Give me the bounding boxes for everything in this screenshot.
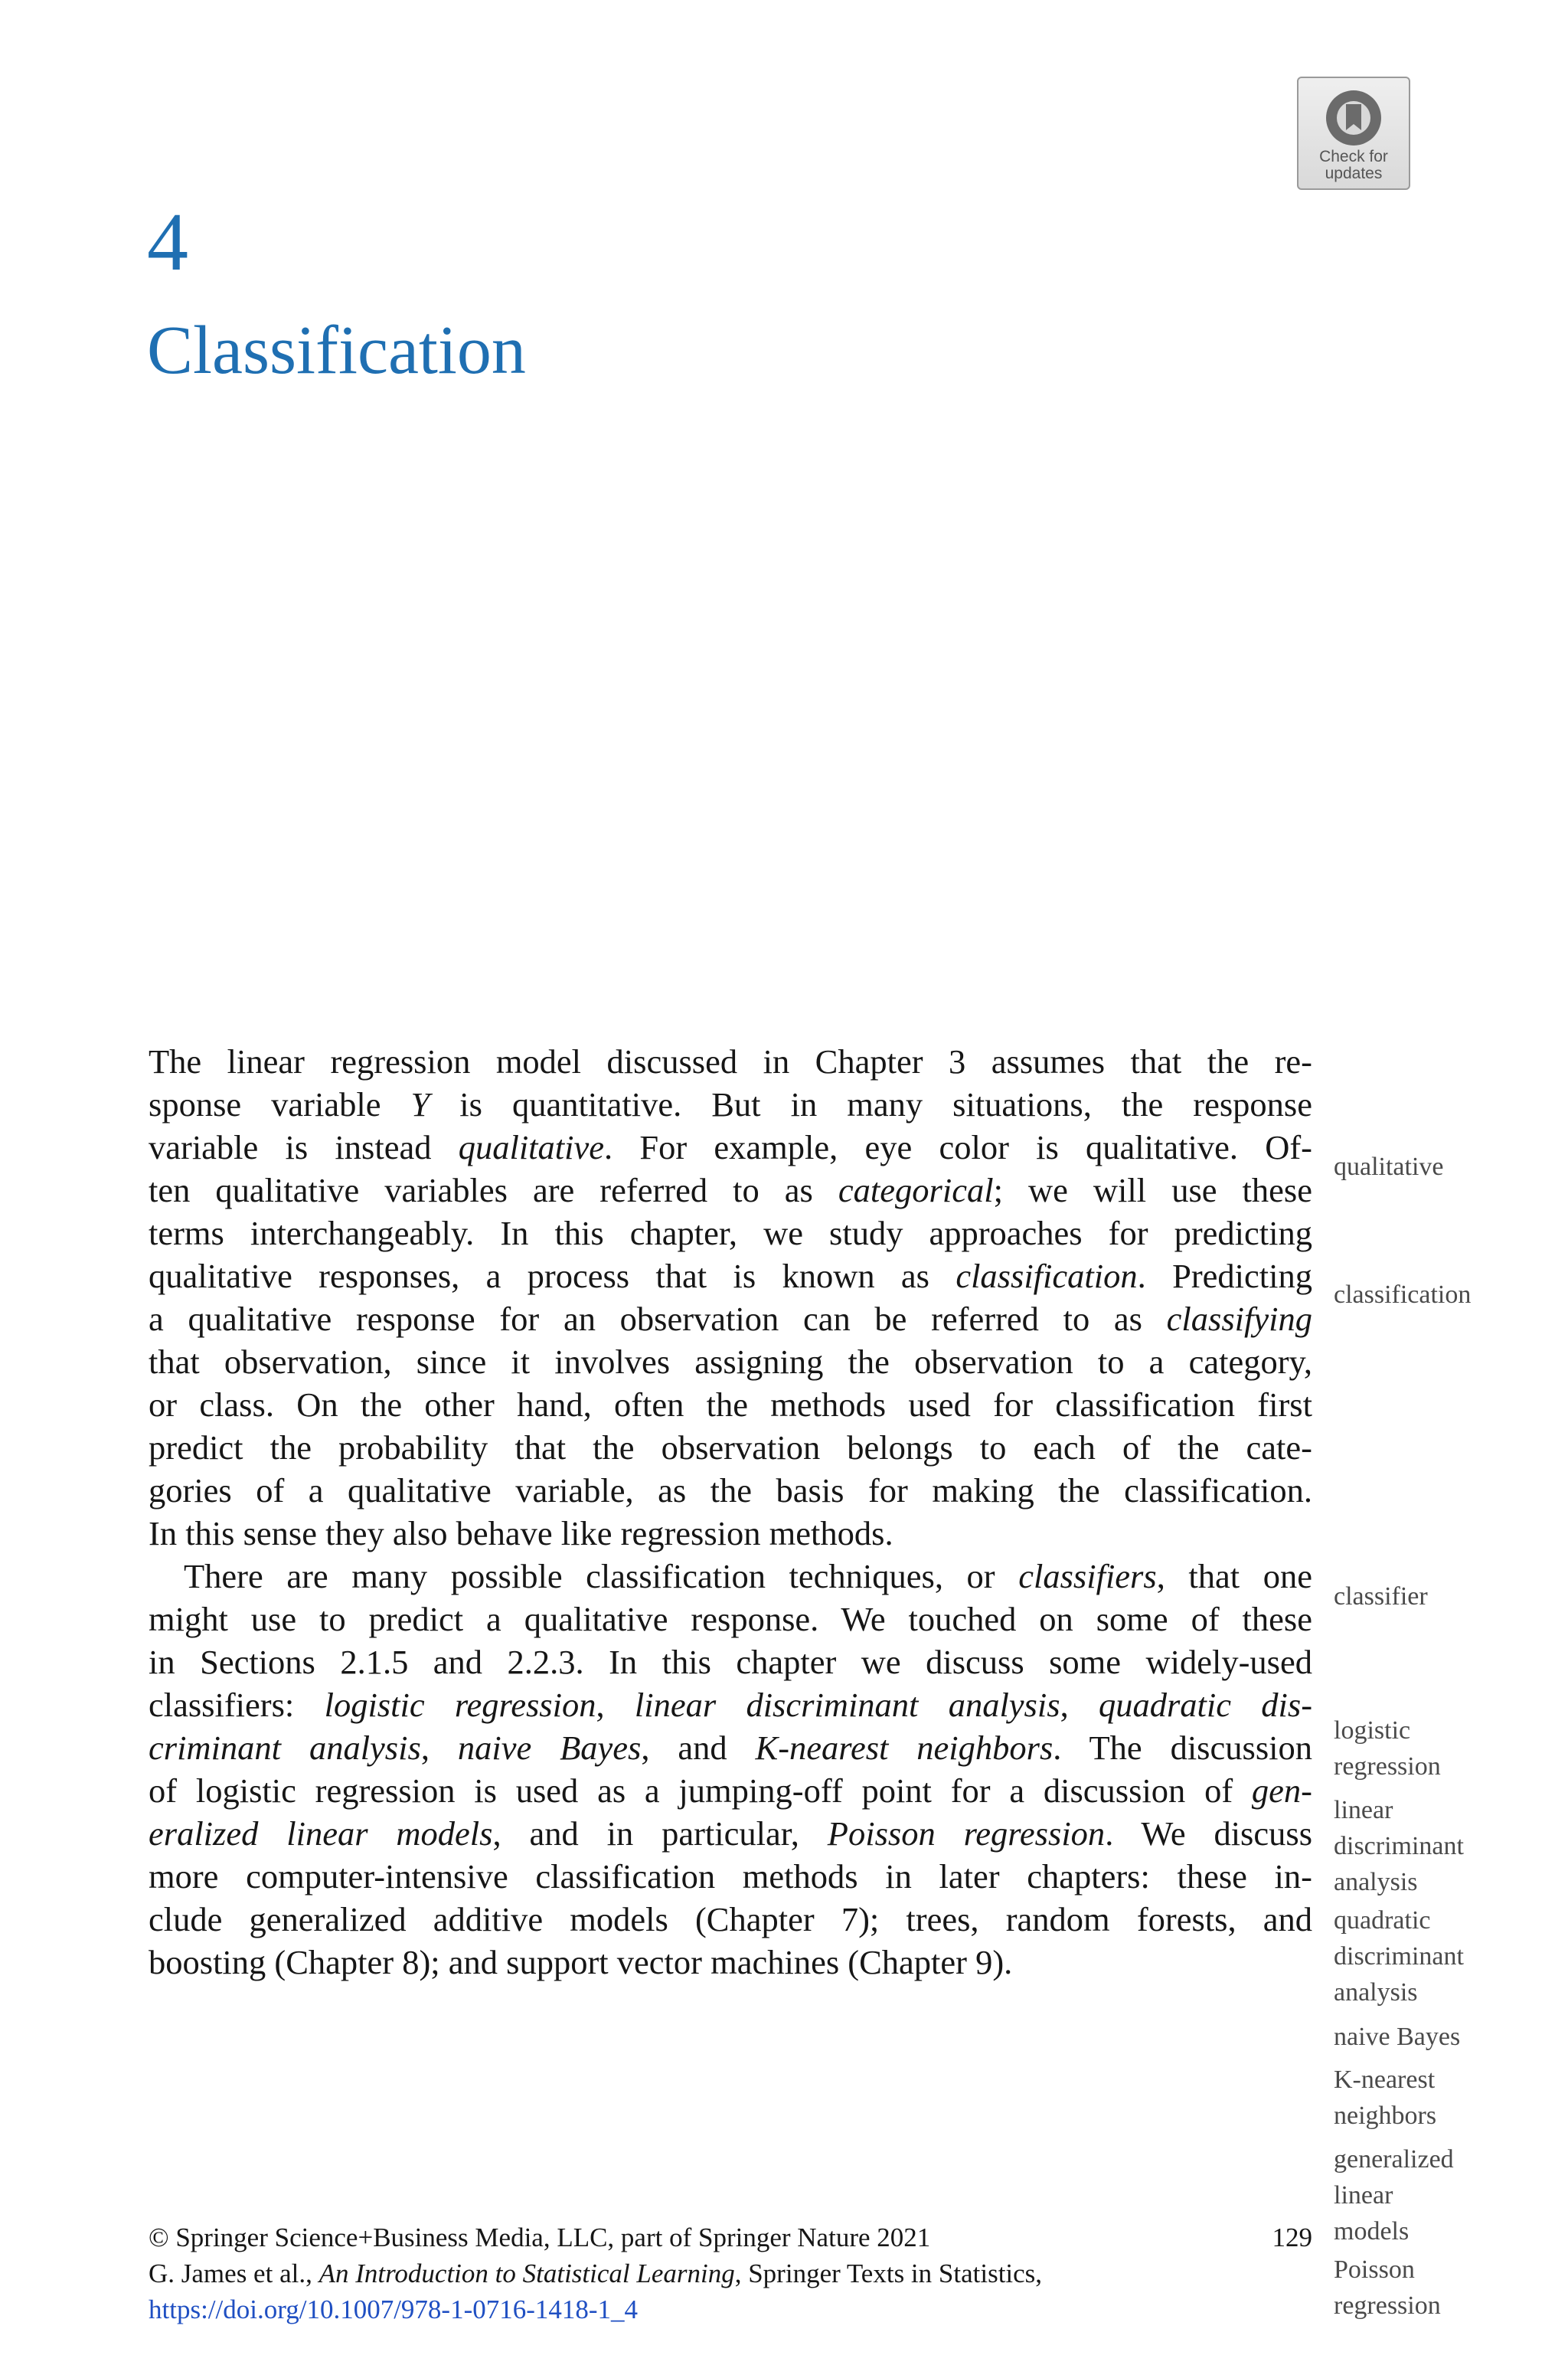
text-run: There are many possible classification techniques, or: [184, 1557, 1019, 1595]
doi-link[interactable]: https://doi.org/10.1007/978-1-0716-1418-1_4: [149, 2295, 639, 2324]
text-line: [149, 1683, 1312, 1726]
text-run: qualitative responses, a process that is known as: [149, 1257, 956, 1295]
text-line: [149, 1426, 1312, 1469]
margin-note: [1334, 1578, 1563, 1614]
margin-note-line: generalized: [1334, 2145, 1454, 2174]
text-run: gories of a qualitative variable, as the basis for making the classification.: [149, 1471, 1312, 1510]
margin-note: [1334, 2252, 1563, 2324]
footer-copyright: © Springer Science+Business Media, LLC, part of Springer Nature 2021: [149, 2223, 931, 2252]
text-line: [149, 1297, 1312, 1340]
text-line: [149, 1555, 1312, 1598]
text-run: is quantitative. But in many situations, the response: [430, 1085, 1313, 1124]
text-run: ; we will use these: [993, 1171, 1312, 1209]
text-run: terms interchangeably. In this chapter, we study approaches for predicting: [149, 1214, 1312, 1252]
text-run: classifiers:: [149, 1686, 325, 1724]
italic-term: linear discriminant analysis: [634, 1686, 1060, 1724]
text-line: [149, 1383, 1312, 1426]
italic-term: gen-: [1251, 1771, 1312, 1810]
margin-note: [1334, 2141, 1563, 2249]
text-run: , and in particular,: [492, 1814, 828, 1853]
text-line: [149, 1212, 1312, 1254]
italic-term: Y: [410, 1085, 430, 1124]
italic-term: qualitative: [458, 1128, 605, 1166]
text-run: In this sense they also behave like regression methods.: [149, 1514, 893, 1552]
footer: [149, 2219, 1312, 2327]
italic-term: categorical: [838, 1171, 994, 1209]
margin-note-line: classification: [1334, 1281, 1472, 1309]
text-line: [149, 1040, 1312, 1083]
text-run: a qualitative response for an observation can be referred to as: [149, 1300, 1167, 1338]
italic-term: naive Bayes: [457, 1729, 642, 1767]
text-run: variable is instead: [149, 1128, 459, 1166]
citation-series: , Springer Texts in Statistics,: [734, 2259, 1043, 2288]
text-line: [149, 1769, 1312, 1812]
italic-term: Poisson regression: [827, 1814, 1106, 1853]
text-run: . For example, eye color is qualitative. Of-: [604, 1128, 1312, 1166]
margin-note-line: linear: [1334, 2181, 1393, 2210]
margin-note: [1334, 1277, 1563, 1313]
italic-term: classification: [956, 1257, 1138, 1295]
text-run: or class. On the other hand, often the methods used for classification first: [149, 1385, 1312, 1424]
check-for-updates-badge[interactable]: [1297, 77, 1410, 190]
text-run: . We discuss: [1105, 1814, 1313, 1853]
text-run: . The discussion: [1053, 1729, 1313, 1767]
text-line: [149, 1169, 1312, 1212]
margin-note: [1334, 1712, 1563, 1784]
bookmark-icon: [1324, 87, 1383, 149]
chapter-title: Classification: [147, 312, 526, 388]
text-line: [149, 1512, 1312, 1555]
citation-authors: G. James et al.,: [149, 2259, 319, 2288]
text-line: [149, 1941, 1312, 1984]
text-line: [149, 1812, 1312, 1855]
body-text: [149, 1040, 1312, 1984]
text-line: [149, 1083, 1312, 1126]
margin-note-line: logistic: [1334, 1716, 1411, 1745]
text-run: of logistic regression is used as a jumping-off point for a discussion of: [149, 1771, 1252, 1810]
margin-note-line: models: [1334, 2217, 1410, 2246]
footer-citation: [149, 2255, 1312, 2291]
text-line: [149, 1254, 1312, 1297]
text-run: in Sections 2.1.5 and 2.2.3. In this chapter we discuss some widely-used: [149, 1643, 1312, 1681]
text-run: more computer-intensive classification methods in later chapters: these in-: [149, 1857, 1312, 1896]
margin-note: [1334, 1149, 1563, 1185]
margin-note-line: analysis: [1334, 1978, 1418, 2007]
margin-note: [1334, 2062, 1563, 2134]
margin-note-line: Poisson: [1334, 2255, 1415, 2284]
text-run: The linear regression model discussed in Chapter 3 assumes that the re-: [149, 1042, 1312, 1081]
text-run: ,: [420, 1729, 458, 1767]
margin-note-line: quadratic: [1334, 1906, 1431, 1935]
text-line: [149, 1598, 1312, 1640]
margin-note: [1334, 2019, 1563, 2055]
margin-note-line: K-nearest: [1334, 2066, 1436, 2094]
text-line: [149, 1340, 1312, 1383]
text-run: predict the probability that the observation belongs to each of the cate-: [149, 1428, 1312, 1467]
margin-note: [1334, 1902, 1563, 2010]
margin-note: [1334, 1792, 1563, 1900]
margin-note-line: classifier: [1334, 1582, 1428, 1611]
text-line: [149, 1640, 1312, 1683]
text-run: ,: [1060, 1686, 1099, 1724]
margin-note-line: naive Bayes: [1334, 2023, 1461, 2051]
margin-note-line: qualitative: [1334, 1153, 1444, 1181]
italic-term: classifiers: [1018, 1557, 1157, 1595]
text-line: [149, 1855, 1312, 1898]
text-run: boosting (Chapter 8); and support vector machines (Chapter 9).: [149, 1943, 1013, 1981]
text-run: , and: [641, 1729, 756, 1767]
italic-term: eralized linear models: [149, 1814, 493, 1853]
margin-note-line: regression: [1334, 1752, 1441, 1781]
text-line: [149, 1726, 1312, 1769]
badge-line-2: updates: [1325, 165, 1383, 182]
margin-note-line: neighbors: [1334, 2102, 1437, 2130]
text-run: ,: [596, 1686, 635, 1724]
italic-term: criminant analysis: [149, 1729, 421, 1767]
margin-note-line: analysis: [1334, 1868, 1418, 1896]
text-line: [149, 1469, 1312, 1512]
margin-note-line: regression: [1334, 2291, 1441, 2320]
text-run: clude generalized additive models (Chapter 7); trees, random forests, and: [149, 1900, 1312, 1938]
italic-term: K-nearest neighbors: [755, 1729, 1054, 1767]
text-run: ten qualitative variables are referred to as: [149, 1171, 838, 1209]
page-number: 129: [1272, 2223, 1312, 2252]
margin-note-line: discriminant: [1334, 1942, 1464, 1971]
text-run: . Predicting: [1137, 1257, 1312, 1295]
margin-note-line: linear: [1334, 1796, 1393, 1824]
text-line: [149, 1898, 1312, 1941]
text-run: might use to predict a qualitative response. We touched on some of these: [149, 1600, 1312, 1638]
italic-term: quadratic dis-: [1098, 1686, 1313, 1724]
italic-term: classifying: [1166, 1300, 1312, 1338]
text-run: sponse variable: [149, 1085, 411, 1124]
citation-title: An Introduction to Statistical Learning: [318, 2259, 735, 2288]
text-run: , that one: [1156, 1557, 1312, 1595]
italic-term: logistic regression: [324, 1686, 596, 1724]
text-line: [149, 1126, 1312, 1169]
badge-line-1: Check for: [1319, 148, 1388, 165]
margin-note-line: discriminant: [1334, 1832, 1464, 1860]
text-run: that observation, since it involves assigning the observation to a category,: [149, 1343, 1312, 1381]
chapter-number: 4: [147, 197, 188, 288]
